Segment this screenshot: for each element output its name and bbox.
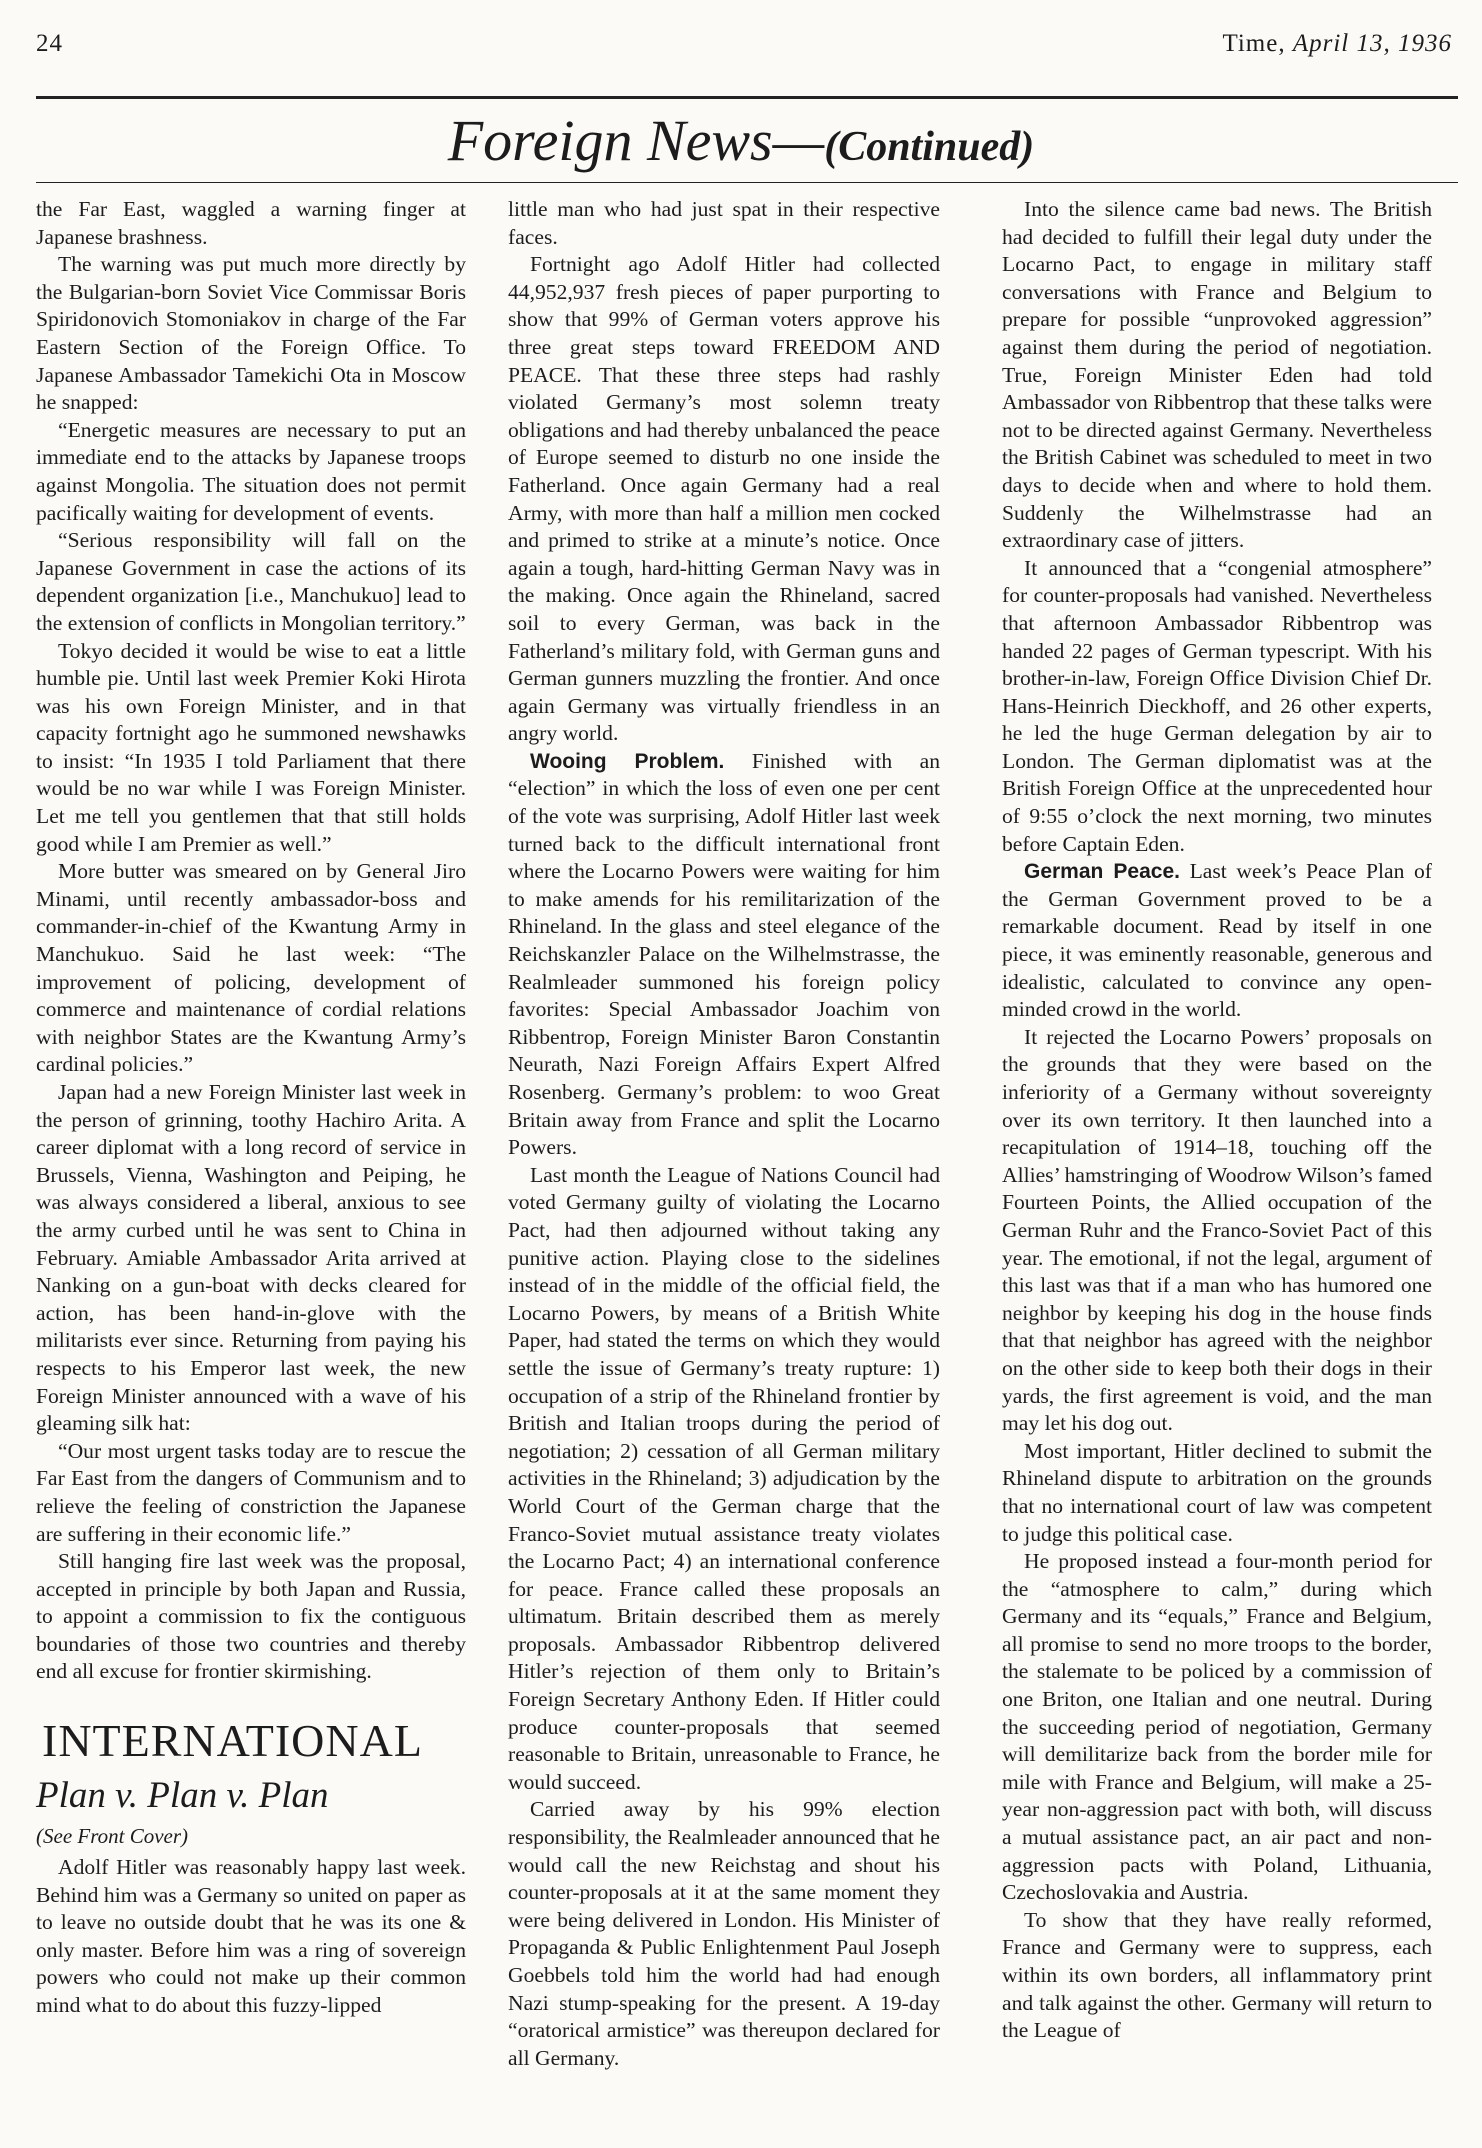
paragraph: Last month the League of Nations Council had voted Germany guilty of violating the Locarno Pact, had then adjourned without taking any punitive action. Playing close to the sidelines instead of in the middle of the official field, the Locarno Powers, by means of a British White Paper, had stated the terms on which they would settle the issue of Germany’s treaty rupture: 1) occupation of a strip of the Rhineland frontier by British and Italian troops during the period of negotiation; 2) cessation of all German military activities in the Rhineland; 3) adjudication by the World Court of the German charge that the Franco-Soviet mutual assistance treaty violates the Locarno Pact; 4) an international conference for peace. France called these proposals an ultimatum. Britain described them as merely proposals. Ambassador Ribbentrop delivered Hitler’s rejection of them only to Britain’s Foreign Secretary Anthony Eden. If Hitler could produce counter-proposals that seemed reasonable to Britain, unreasonable to France, he would succeed. (508, 1162, 940, 1794)
column-3 (1002, 196, 1432, 2045)
paragraph: It announced that a “congenial atmosphere” for counter-proposals had vanished. Nevertheless that afternoon Ambassador Ribbentrop was handed 22 pages of German typescript. With his brother-in-law, Foreign Office Division Chief Dr. Hans-Heinrich Dieckhoff, and 26 other experts, he led the huge German delegation by air to London. The German diplomatist was at the British Foreign Office at the unprecedented hour of 9:55 o’clock the next morning, two minutes before Captain Eden. (1002, 555, 1432, 856)
magazine-name: Time, (1222, 30, 1286, 57)
paragraph: the Far East, waggled a warning finger at Japanese brashness. (36, 197, 466, 249)
paragraph: Adolf Hitler was reasonably happy last week. Behind him was a Germany so united on paper as to leave no outside doubt that he was its one & only master. Before him was a ring of sovereign powers who could not make up their common mind what to do about this fuzzy-lipped (36, 1855, 466, 2018)
paragraph: It rejected the Locarno Powers’ proposals on the grounds that they were based on the inferiority of a Germany without sovereignty over its own territory. It then launched into a recapitulation of 1914–18, touching off the Allies’ hamstringing of Woodrow Wilson’s famed Fourteen Points, the Allied occupation of the German Ruhr and the Franco-Soviet Pact of this year. The emotional, if not the legal, argument of this last was that if a man who has humored one neighbor by keeping his dog in the house finds that that neighbor has agreed with the neighbor on the other side to keep both their dogs in their yards, the first agreement is void, and the man may let his dog out. (1002, 1024, 1432, 1436)
paragraph-text: Last week’s Peace Plan of the German Government proved to be a remarkable document. Read by itself in one piece, it was eminently reasonable, generous and idealistic, calculated to convince any open-minded crowd in the world. (1002, 859, 1432, 1022)
paragraph: Tokyo decided it would be wise to eat a little humble pie. Until last week Premier Koki Hirota was his own Foreign Minister, and in that capacity fortnight ago he summoned newshawks to insist: “In 1935 I told Parliament that there would be no war while I was Foreign Minister. Let me tell you gentlemen that that still holds good while I am Premier as well.” (36, 638, 466, 856)
paragraph: Into the silence came bad news. The British had decided to fulfill their legal duty under the Locarno Pact, to engage in military staff conversations with France and Belgium to prepare for possible “unprovoked aggression” against them during the period of negotiation. True, Foreign Minister Eden had told Ambassador von Ribbentrop that these talks were not to be directed against Germany. Nevertheless the British Cabinet was scheduled to meet in two days to decide when and where to hold them. Suddenly the Wilhelmstrasse had an extraordinary case of jitters. (1002, 197, 1432, 553)
column-1 (36, 196, 466, 2020)
paragraph (508, 748, 940, 1162)
paragraph: little man who had just spat in their respective faces. (508, 197, 940, 249)
paragraph: More butter was smeared on by General Jiro Minami, until recently ambassador-boss and commander-in-chief of the Kwantung Army in Manchukuo. Said he last week: “The improvement of policing, development of commerce and maintenance of cordial relations with neighbor States are the Kwantung Army’s cardinal policies.” (36, 859, 466, 1077)
section-continued: (Continued) (824, 124, 1035, 170)
paragraph: Carried away by his 99% election responsibility, the Realmleader announced that he would call the new Reichstag and shout his counter-proposals at it at the same moment they were being delivered in London. His Minister of Propaganda & Public Enlightenment Paul Joseph Goebbels told him the world had had enough Nazi stump-speaking for the present. A 19-day “oratorical armistice” was thereupon declared for all Germany. (508, 1797, 940, 2070)
department-heading: INTERNATIONAL (42, 1715, 423, 1767)
paragraph: “Energetic measures are necessary to put an immediate end to the attacks by Japanese troops against Mongolia. The situation does not permit pacifically waiting for development of events. (36, 417, 466, 525)
paragraph: Still hanging fire last week was the proposal, accepted in principle by both Japan and Russia, to appoint a commission to fix the contiguous boundaries of those two countries and thereby end all excuse for frontier skirmishing. (36, 1549, 466, 1684)
cover-credit: (See Front Cover) (36, 1824, 189, 1849)
column-2 (508, 196, 940, 2072)
page-number: 24 (36, 30, 63, 57)
header-rule (36, 96, 1458, 99)
paragraph: Most important, Hitler declined to submit the Rhineland dispute to arbitration on the grounds that no international court of law was competent to judge this political case. (1002, 1438, 1432, 1546)
subhead: Wooing Problem. (530, 749, 725, 773)
paragraph-text: Finished with an “election” in which the loss of even one per cent of the vote was surprising, Adolf Hitler last week turned back to the difficult international front where the Locarno Powers were waiting for him to make amends for his remilitarization of the Rhineland. In the glass and steel elegance of the Reichskanzler Palace on the Wilhelmstrasse, the Realmleader summoned his foreign policy favorites: Special Ambassador Joachim von Ribbentrop, Foreign Minister Baron Constantin Neurath, Nazi Foreign Affairs Expert Alfred Rosenberg. Germany’s problem: to woo Great Britain away from France and split the Locarno Powers. (508, 748, 940, 1160)
subhead: German Peace. (1024, 860, 1180, 884)
story-headline: Plan v. Plan v. Plan (36, 1775, 329, 1817)
paragraph: Japan had a new Foreign Minister last week in the person of grinning, toothy Hachiro Arita. A career diplomat with a long record of service in Brussels, Vienna, Washington and Peiping, he was always considered a liberal, anxious to see the army curbed until he was sent to China in February. Amiable Ambassador Arita arrived at Nanking on a gun-boat with decks cleared for action, has been hand-in-glove with the militarists ever since. Returning from paying his respects to his Emperor last week, the new Foreign Minister announced with a wave of his gleaming silk hat: (36, 1080, 466, 1436)
section-title (0, 108, 1482, 180)
paragraph: “Our most urgent tasks today are to rescue the Far East from the dangers of Communism and to relieve the feeling of constriction the Japanese are suffering in their economic life.” (36, 1438, 466, 1546)
section-rule (36, 182, 1458, 183)
paragraph: “Serious responsibility will fall on the Japanese Government in case the actions of its dependent organization [i.e., Manchukuo] lead to the extension of conflicts in Mongolian territory.” (36, 528, 466, 635)
issue-date: April 13, 1936 (1292, 30, 1452, 57)
paragraph: The warning was put much more directly by the Bulgarian-born Soviet Vice Commissar Boris Spiridonovich Stomoniakov in charge of the Far Eastern Section of the Foreign Office. To Japanese Ambassador Tamekichi Ota in Moscow he snapped: (36, 252, 466, 415)
page-header (0, 30, 1482, 64)
issue-line (1222, 30, 1452, 58)
paragraph: To show that they have really reformed, France and Germany were to suppress, each within its own borders, all inflammatory print and talk against the other. Germany will return to the League of (1002, 1907, 1432, 2043)
paragraph (1002, 858, 1432, 1024)
section-name: Foreign News— (447, 108, 825, 173)
paragraph: He proposed instead a four-month period for the “atmosphere to calm,” during which Germany and its “equals,” France and Belgium, all promise to send no more troops to the border, the stalemate to be policed by a commission of one Briton, one Italian and one neutral. During the succeeding period of negotiation, Germany will demilitarize back from the border mile for mile with France and Belgium, will make a 25-year non-aggression pact with both, will discuss a mutual assistance pact, an air pact and non-aggression pacts with Poland, Lithuania, Czechoslovakia and Austria. (1002, 1549, 1432, 1905)
paragraph: Fortnight ago Adolf Hitler had collected 44,952,937 fresh pieces of paper purporting to show that 99% of German voters approve his three great steps toward FREEDOM AND PEACE. That these three steps had rashly violated Germany’s most solemn treaty obligations and had thereby unbalanced the peace of Europe seemed to disturb no one inside the Fatherland. Once again Germany had a real Army, with more than half a million men cocked and primed to strike at a minute’s notice. Once again a tough, hard-hitting German Navy was in the making. Once again the Rhineland, sacred soil to every German, was back in the Fatherland’s military fold, with German guns and German gunners muzzling the frontier. And once again Germany was virtually friendless in an angry world. (508, 252, 940, 746)
